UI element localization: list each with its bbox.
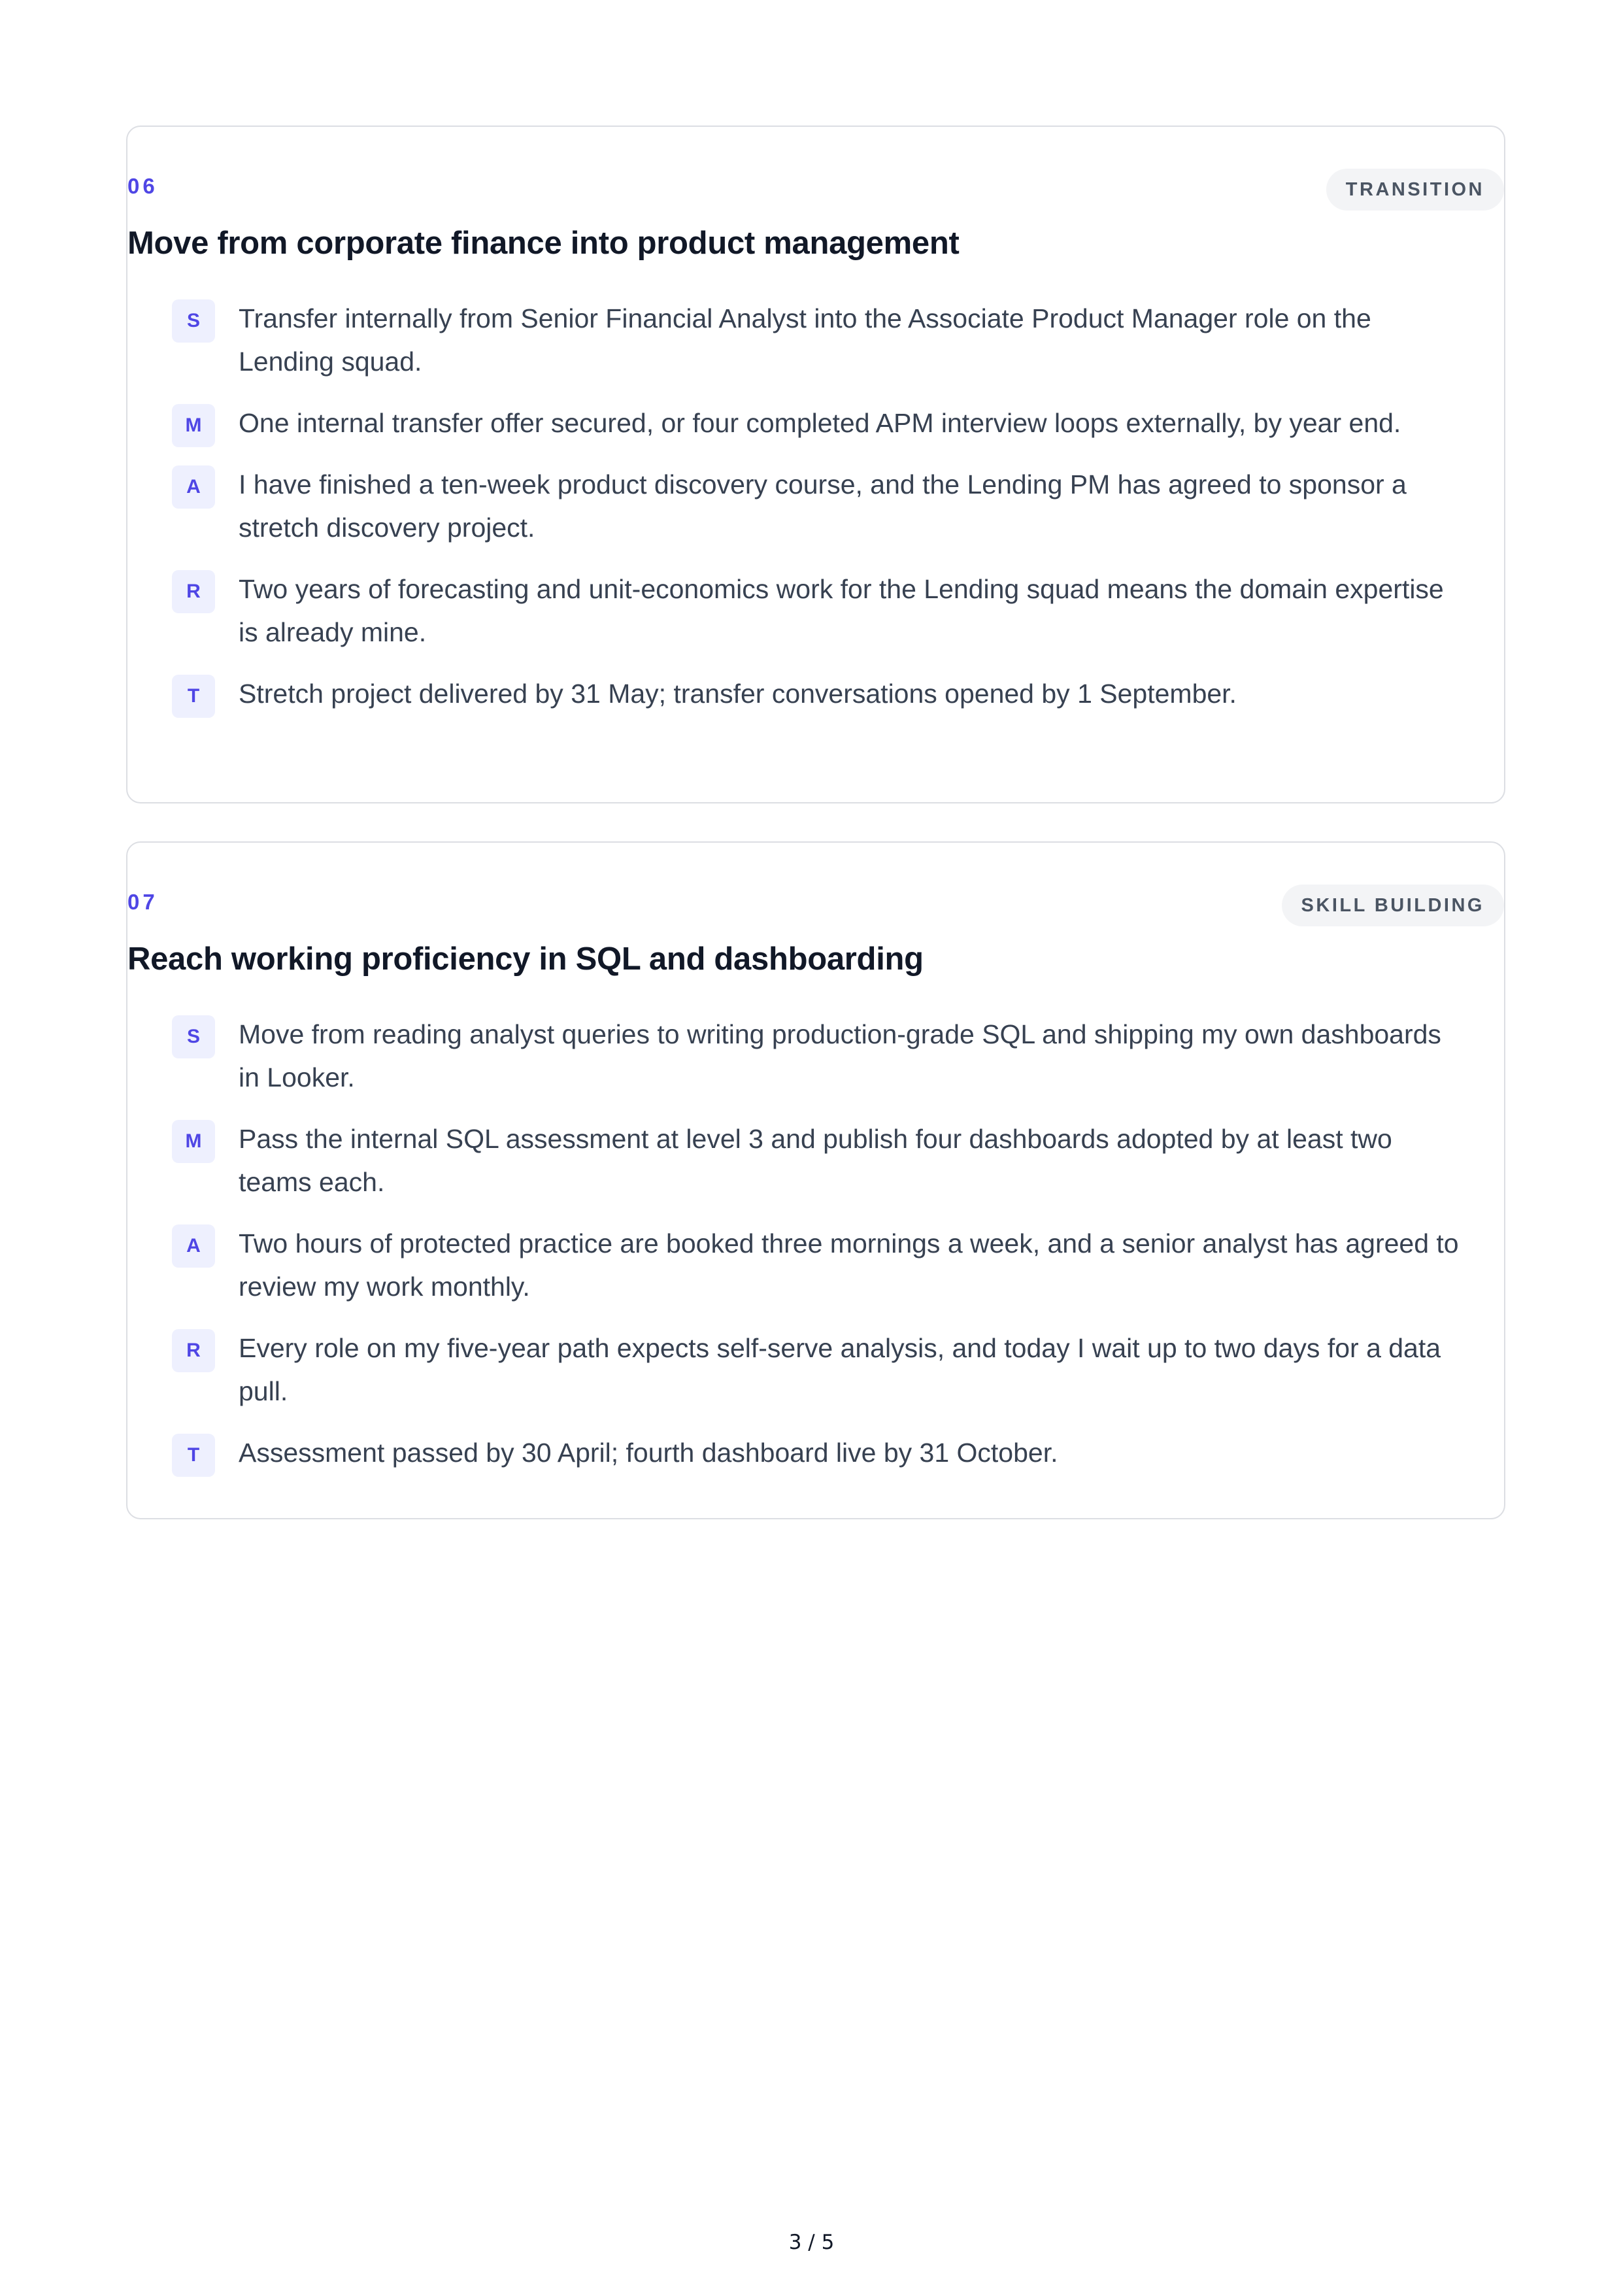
goal-title: Reach working proficiency in SQL and dashboarding bbox=[127, 941, 924, 977]
goal-category-tag: SKILL BUILDING bbox=[1282, 885, 1504, 926]
smart-letter-badge: A bbox=[172, 465, 215, 509]
smart-letter-badge: R bbox=[172, 1329, 215, 1372]
smart-row-achievable bbox=[172, 1222, 1460, 1308]
smart-row-relevant bbox=[172, 1326, 1460, 1413]
smart-criterion-text: Stretch project delivered by 31 May; transfer conversations opened by 1 September. bbox=[239, 679, 1237, 709]
smart-letter-badge: R bbox=[172, 570, 215, 613]
smart-criteria-list bbox=[172, 297, 1460, 734]
goal-number: 06 bbox=[127, 174, 158, 198]
smart-row-achievable bbox=[172, 463, 1460, 549]
smart-criterion-text: Transfer internally from Senior Financial Analyst into the Associate Product Manager role on the Lending squad. bbox=[239, 303, 1371, 377]
smart-letter-badge: T bbox=[172, 675, 215, 718]
smart-row-relevant bbox=[172, 567, 1460, 654]
smart-letter-badge: S bbox=[172, 299, 215, 343]
smart-criterion-text: Two hours of protected practice are booked three mornings a week, and a senior analyst has agreed to review my work monthly. bbox=[239, 1228, 1459, 1302]
page-indicator: 3 / 5 bbox=[788, 2231, 835, 2254]
smart-criterion-text: Assessment passed by 30 April; fourth dashboard live by 31 October. bbox=[239, 1438, 1058, 1468]
smart-row-measurable bbox=[172, 1117, 1460, 1204]
smart-criterion-text: Pass the internal SQL assessment at level 3 and publish four dashboards adopted by at least two teams each. bbox=[239, 1124, 1392, 1197]
smart-criterion-text: Two years of forecasting and unit-economics work for the Lending squad means the domain expertise is already mine. bbox=[239, 574, 1444, 647]
goal-category-tag: TRANSITION bbox=[1326, 169, 1504, 211]
smart-criterion-text: Move from reading analyst queries to writing production-grade SQL and shipping my own dashboards in Looker. bbox=[239, 1019, 1441, 1092]
smart-row-time-bound bbox=[172, 1431, 1460, 1474]
smart-letter-badge: T bbox=[172, 1434, 215, 1477]
smart-criterion-text: I have finished a ten-week product discovery course, and the Lending PM has agreed to sponsor a stretch discovery project. bbox=[239, 469, 1407, 543]
smart-criterion-text: Every role on my five-year path expects self-serve analysis, and today I wait up to two days for a data pull. bbox=[239, 1333, 1441, 1406]
smart-row-specific bbox=[172, 297, 1460, 383]
smart-row-specific bbox=[172, 1013, 1460, 1099]
smart-letter-badge: A bbox=[172, 1224, 215, 1268]
smart-row-measurable bbox=[172, 401, 1460, 445]
smart-criteria-list bbox=[172, 1013, 1460, 1493]
goal-title: Move from corporate finance into product management bbox=[127, 226, 960, 261]
smart-criterion-text: One internal transfer offer secured, or four completed APM interview loops externally, by year end. bbox=[239, 408, 1401, 438]
smart-letter-badge: M bbox=[172, 1120, 215, 1163]
goal-card bbox=[126, 126, 1505, 803]
goal-number: 07 bbox=[127, 890, 158, 914]
smart-row-time-bound bbox=[172, 672, 1460, 715]
smart-letter-badge: S bbox=[172, 1015, 215, 1058]
smart-letter-badge: M bbox=[172, 404, 215, 447]
goal-card bbox=[126, 841, 1505, 1519]
